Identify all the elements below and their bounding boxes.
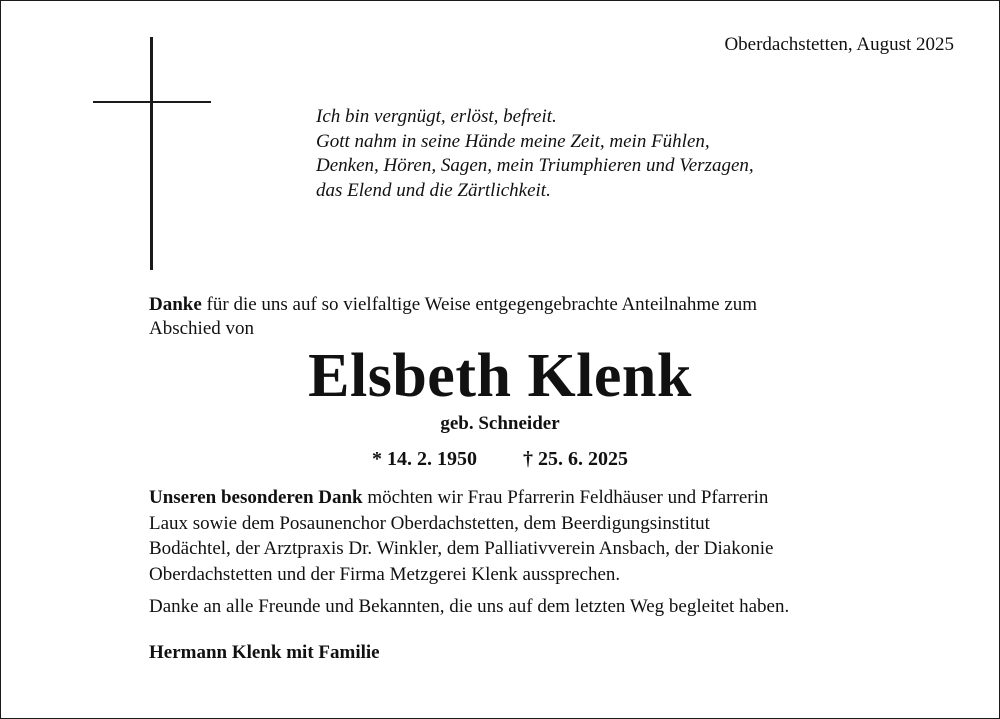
poem-line: Denken, Hören, Sagen, mein Triumphieren und Verzagen,: [316, 155, 754, 176]
place-date: Oberdachstetten, August 2025: [724, 34, 954, 55]
deceased-name: Elsbeth Klenk: [308, 342, 692, 410]
poem-line: Gott nahm in seine Hände meine Zeit, mein Fühlen,: [316, 130, 710, 152]
special-thanks-paragraph: [149, 485, 773, 587]
cross-horizontal-bar: [93, 101, 211, 103]
poem: [316, 105, 754, 203]
cross-icon: [93, 37, 213, 272]
thanks-line: Abschied von: [149, 318, 255, 339]
special-thanks-line: Bodächtel, der Arztpraxis Dr. Winkler, dem Palliativverein Ansbach, der Diakonie: [149, 538, 774, 559]
thanks-paragraph: [149, 293, 909, 341]
friends-thanks: Danke an alle Freunde und Bekannten, die uns auf dem letzten Weg begleitet haben.: [149, 596, 790, 617]
cross-vertical-bar: [150, 37, 153, 270]
thanks-text: für die uns auf so vielfaltige Weise entgegengebrachte Anteilnahme zum: [201, 294, 758, 315]
special-thanks-line: [149, 485, 773, 511]
thanks-line: [149, 293, 909, 317]
poem-line: Ich bin vergnügt, erlöst, befreit.: [316, 106, 557, 127]
signature: Hermann Klenk mit Familie: [149, 642, 380, 663]
special-thanks-lead: Unseren besonderen Dank: [149, 487, 363, 508]
special-thanks-line: Laux sowie dem Posaunenchor Oberdachstetten, dem Beerdigungsinstitut: [149, 512, 710, 534]
death-date: † 25. 6. 2025: [523, 448, 628, 470]
special-thanks-line: Oberdachstetten und der Firma Metzgerei Klenk aussprechen.: [149, 563, 621, 585]
birth-date: * 14. 2. 1950: [372, 448, 477, 470]
poem-line: das Elend und die Zärtlichkeit.: [316, 179, 551, 201]
thanks-lead: Danke: [149, 294, 202, 315]
life-dates: [0, 446, 1000, 472]
special-thanks-text: möchten wir Frau Pfarrerin Feldhäuser und Pfarrerin: [362, 487, 769, 508]
maiden-name: geb. Schneider: [440, 413, 560, 434]
